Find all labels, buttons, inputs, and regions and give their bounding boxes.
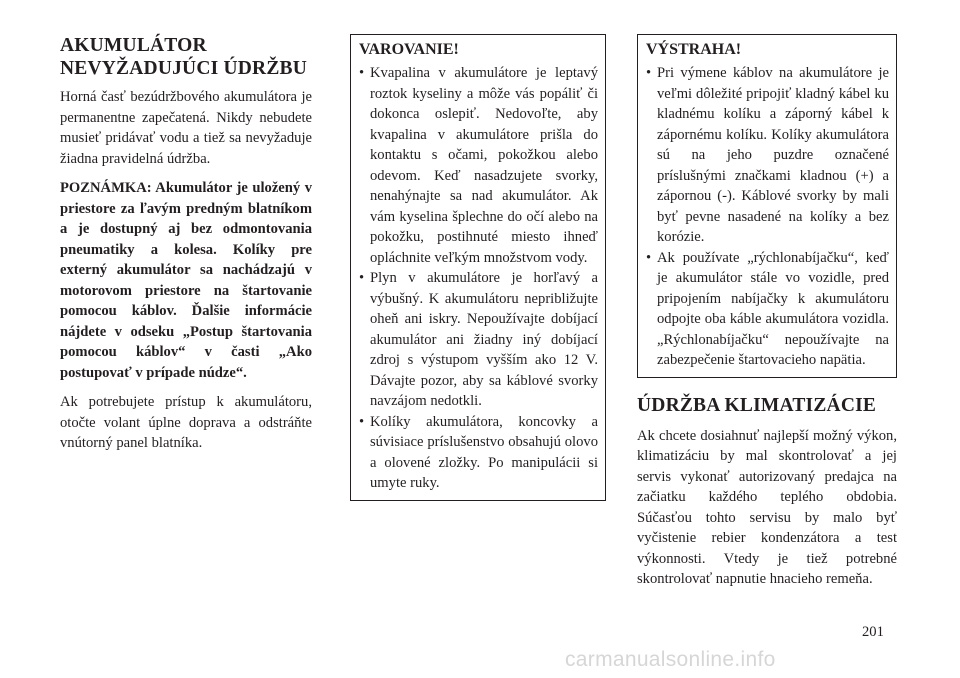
caution-list	[646, 63, 889, 371]
column-right	[637, 34, 897, 599]
caution-item	[646, 63, 889, 248]
site-watermark: carmanualsonline.info	[565, 648, 776, 671]
warning-item-text: Plyn v akumulátore je horľavý a výbušný. K akumulátoru nepribližujte oheň ani iskry. Nepoužívajte dobíjací akumulátor ani žiadny iný dobíjací zdroj s výstupom vyšším ako 12 V. Dávajte pozor, aby sa káblové svorky navzájom nedotkli.	[370, 270, 598, 409]
caution-title: VÝSTRAHA!	[646, 41, 742, 58]
warning-item	[359, 63, 598, 268]
bullet-icon: •	[646, 249, 652, 266]
caution-item-text: Ak používate „rýchlonabíjačku“, keď je akumulátor stále vo vozidle, pred pripojením nabíjačky k akumulátoru odpojte oba káble akumulátora vozidla. „Rýchlonabíjačku“ nepoužívajte na zabezpečenie štartovacieho napätia.	[657, 249, 889, 368]
caution-box	[637, 34, 897, 378]
column-left	[60, 34, 312, 463]
battery-note-paragraph: POZNÁMKA: Akumulátor je uložený v priestore za ľavým predným blatníkom a je dostupný aj bez odmontovania pneumatiky a kolesa. Kolíky pre externý akumulátor sa nachádzajú v motorovom priestore na štartovanie pomocou káblov. Ďalšie informácie nájdete v odseku „Postup štartovania pomocou káblov“ v časti „Ako postupovať v prípade núdze“.	[60, 180, 312, 381]
warning-box	[350, 34, 606, 501]
caution-item-text: Pri výmene káblov na akumulátore je veľmi dôležité pripojiť kladný kábel ku kladnému kolíku a záporný kábel k zápornému kolíku. Kolíky akumulátora sú na jeho puzdre označené príslušnými značkami kladnou (+) a zápornou (-). Káblové svorky by mali byť pevne nasadené na kolíky a bez korózie.	[657, 65, 889, 245]
bullet-icon: •	[359, 413, 365, 430]
battery-heading: AKUMULÁTOR NEVYŽADUJÚCI ÚDRŽBU	[60, 35, 308, 79]
caution-item	[646, 248, 889, 371]
ac-maintenance-heading: ÚDRŽBA KLIMATIZÁCIE	[637, 394, 877, 416]
bullet-icon: •	[646, 65, 652, 81]
battery-intro-paragraph: Horná časť bezúdržbového akumulátora je permanentne zapečatená. Nikdy nebudete musieť pridávať vodu a tiež sa nevyžaduje žiadna pravidelná údržba.	[60, 89, 312, 167]
warning-item-text: Kolíky akumulátora, koncovky a súvisiace príslušenstvo obsahujú olovo a olovené zložky. Po manipulácii si umyte ruky.	[370, 413, 598, 491]
warning-title: VAROVANIE!	[359, 41, 459, 58]
warning-item	[359, 268, 598, 412]
battery-access-paragraph: Ak potrebujete prístup k akumulátoru, otočte volant úplne doprava a odstráňte vnútorný panel blatníka.	[60, 394, 312, 451]
bullet-icon: •	[359, 270, 365, 286]
warning-item-text: Kvapalina v akumulátore je leptavý roztok kyseliny a môže vás popáliť či dokonca oslepiť. Nedovoľte, aby kvapalina v akumulátore prišla do kontaktu s očami, pokožkou alebo odevom. Keď nasadzujete svorky, nenahýnajte sa nad akumulátor. Ak vám kyselina šplechne do očí alebo na pokožku, postihnuté miesto ihneď opláchnite veľkým množstvom vody.	[370, 65, 598, 266]
warning-list	[359, 63, 598, 494]
ac-maintenance-paragraph: Ak chcete dosiahnuť najlepší možný výkon, klimatizáciu by mal skontrolovať a jej servis vykonať autorizovaný predajca na začiatku každého teplého obdobia. Súčasťou tohto servisu by malo byť vyčistenie rebier kondenzátora a test výkonnosti. Vtedy je tiež potrebné skontrolovať napnutie hnacieho remeňa.	[637, 427, 897, 587]
warning-item	[359, 412, 598, 494]
bullet-icon: •	[359, 65, 365, 81]
column-middle	[350, 34, 606, 501]
page-number: 201	[862, 624, 884, 640]
